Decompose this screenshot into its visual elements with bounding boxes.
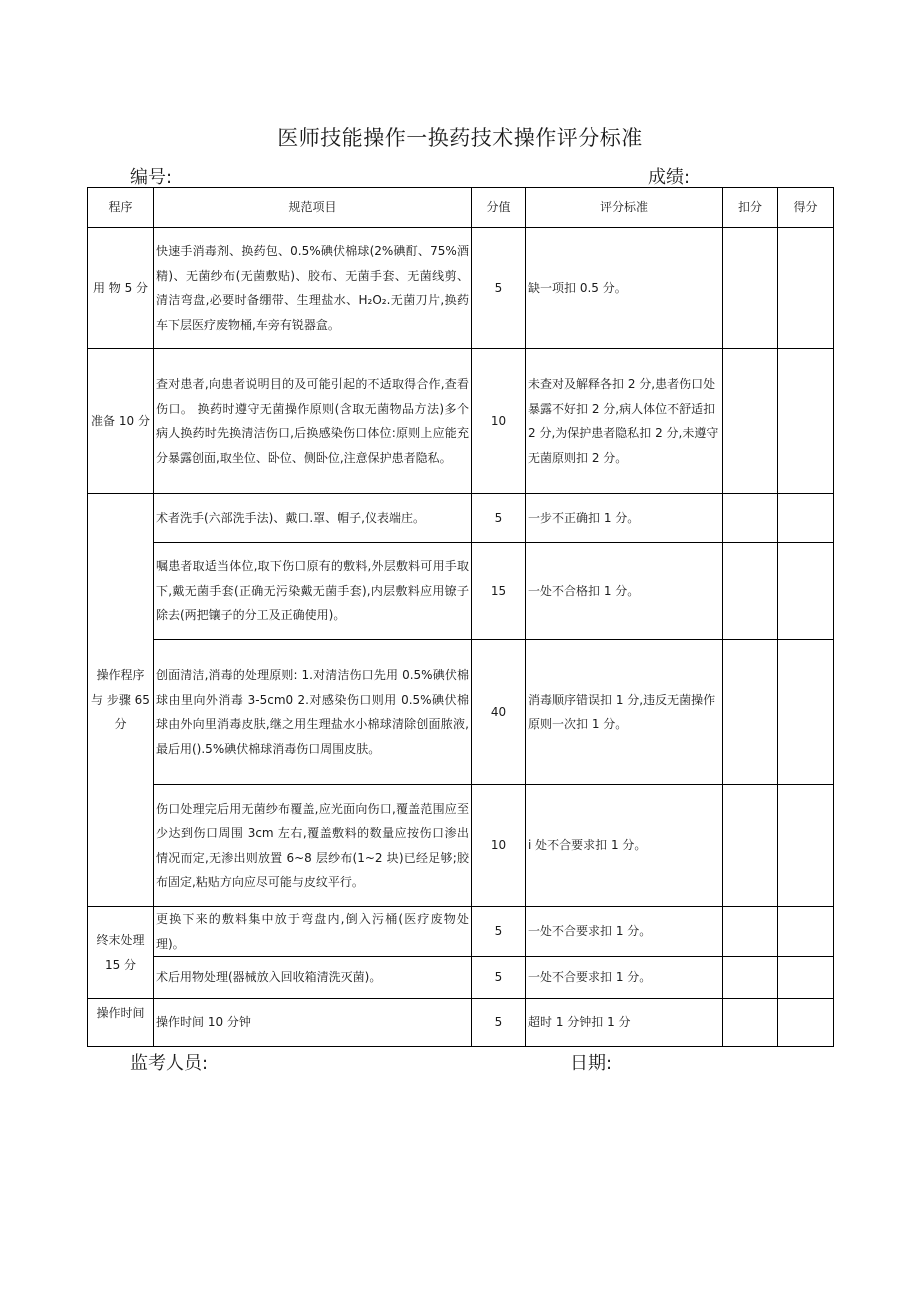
row-score: 10 [472, 349, 526, 494]
deduction-cell[interactable] [723, 907, 778, 957]
deduction-cell[interactable] [723, 957, 778, 999]
deduction-cell[interactable] [723, 494, 778, 543]
section-final: 终末处理 15 分 [88, 907, 154, 999]
table-header-row [88, 188, 834, 228]
date-label: 日期: [570, 1053, 613, 1074]
number-label: 编号: [130, 167, 173, 188]
deduction-cell[interactable] [723, 349, 778, 494]
earned-cell[interactable] [778, 640, 834, 785]
row-item: 伤口处理完后用无菌纱布覆盖,应光面向伤口,覆盖范围应至少达到伤口周围 3cm 左右,覆盖敷料的数量应按伤口渗出情况而定,无渗出则放置 6~8 层纱布(1~2 块)已经足够;胶布固定,粘贴方向应尽可能与皮纹平行。 [154, 785, 472, 907]
row-score: 5 [472, 999, 526, 1047]
table-row [88, 999, 834, 1047]
deduction-cell[interactable] [723, 785, 778, 907]
earned-cell[interactable] [778, 999, 834, 1047]
row-criteria: i 处不合要求扣 1 分。 [526, 785, 723, 907]
header-score: 分值 [472, 188, 526, 228]
score-label: 成绩: [648, 167, 691, 188]
section-procedure: 操作程序 与 步骤 65 分 [88, 494, 154, 907]
row-item: 快速手消毒剂、换药包、0.5%碘伏棉球(2%碘酊、75%酒精)、无菌纱布(无菌敷贴)、胶布、无菌手套、无菌线剪、清洁弯盘,必要时备绷带、生理盐水、H₂O₂.无菌刀片,换药车下层医疗废物桶,车旁有锐器盒。 [154, 228, 472, 349]
earned-cell[interactable] [778, 785, 834, 907]
row-criteria: 一处不合要求扣 1 分。 [526, 957, 723, 999]
scoring-table [87, 187, 834, 1047]
section-supplies: 用 物 5 分 [88, 228, 154, 349]
header-deduction: 扣分 [723, 188, 778, 228]
earned-cell[interactable] [778, 349, 834, 494]
row-criteria: 缺一项扣 0.5 分。 [526, 228, 723, 349]
header-procedure: 程序 [88, 188, 154, 228]
row-score: 10 [472, 785, 526, 907]
row-item: 术者洗手(六部洗手法)、戴口.罩、帽子,仪表端庄。 [154, 494, 472, 543]
table-row [88, 494, 834, 543]
earned-cell[interactable] [778, 957, 834, 999]
row-criteria: 一处不合格扣 1 分。 [526, 543, 723, 640]
section-prepare: 准备 10 分 [88, 349, 154, 494]
earned-cell[interactable] [778, 494, 834, 543]
deduction-cell[interactable] [723, 640, 778, 785]
row-item: 查对患者,向患者说明目的及可能引起的不适取得合作,查看伤口。 换药时遵守无菌操作原则(含取无菌物品方法)多个病人换药时先换清洁伤口,后换感染伤口体位:原则上应能充分暴露创面,取坐位、卧位、侧卧位,注意保护患者隐私。 [154, 349, 472, 494]
row-criteria: 未查对及解释各扣 2 分,患者伤口处暴露不好扣 2 分,病人体位不舒适扣 2 分,为保护患者隐私扣 2 分,未遵守无菌原则扣 2 分。 [526, 349, 723, 494]
row-criteria: 一处不合要求扣 1 分。 [526, 907, 723, 957]
earned-cell[interactable] [778, 907, 834, 957]
row-item: 更换下来的敷料集中放于弯盘内,倒入污桶(医疗废物处理)。 [154, 907, 472, 957]
row-score: 5 [472, 907, 526, 957]
section-time: 操作时间 [88, 999, 154, 1047]
table-row [88, 907, 834, 957]
row-criteria: 一步不正确扣 1 分。 [526, 494, 723, 543]
table-row [88, 349, 834, 494]
table-row [88, 228, 834, 349]
row-criteria: 消毒顺序错误扣 1 分,违反无菌操作原则一次扣 1 分。 [526, 640, 723, 785]
table-row [88, 543, 834, 640]
row-score: 5 [472, 494, 526, 543]
row-score: 5 [472, 957, 526, 999]
row-item: 操作时间 10 分钟 [154, 999, 472, 1047]
row-item: 创面清洁,消毒的处理原则: 1.对清洁伤口先用 0.5%碘伏棉球由里向外消毒 3-5cm0 2.对感染伤口则用 0.5%碘伏棉球由外向里消毒皮肤,继之用生理盐水小棉球清除创面脓液,最后用().5%碘伏棉球消毒伤口周围皮肤。 [154, 640, 472, 785]
row-score: 40 [472, 640, 526, 785]
table-row [88, 785, 834, 907]
earned-cell[interactable] [778, 228, 834, 349]
deduction-cell[interactable] [723, 228, 778, 349]
header-item: 规范项目 [154, 188, 472, 228]
row-criteria: 超时 1 分钟扣 1 分 [526, 999, 723, 1047]
table-row [88, 957, 834, 999]
row-score: 5 [472, 228, 526, 349]
header-criteria: 评分标准 [526, 188, 723, 228]
header-earned: 得分 [778, 188, 834, 228]
examiner-label: 监考人员: [130, 1053, 209, 1074]
row-item: 嘱患者取适当体位,取下伤口原有的敷料,外层敷料可用手取下,戴无菌手套(正确无污染戴无菌手套),内层敷料应用镣子除去(两把镶子的分工及正确使用)。 [154, 543, 472, 640]
deduction-cell[interactable] [723, 543, 778, 640]
table-row [88, 640, 834, 785]
earned-cell[interactable] [778, 543, 834, 640]
row-item: 术后用物处理(器械放入回收箱清洗灭菌)。 [154, 957, 472, 999]
row-score: 15 [472, 543, 526, 640]
document-title: 医师技能操作一换药技术操作评分标准 [277, 126, 643, 150]
deduction-cell[interactable] [723, 999, 778, 1047]
